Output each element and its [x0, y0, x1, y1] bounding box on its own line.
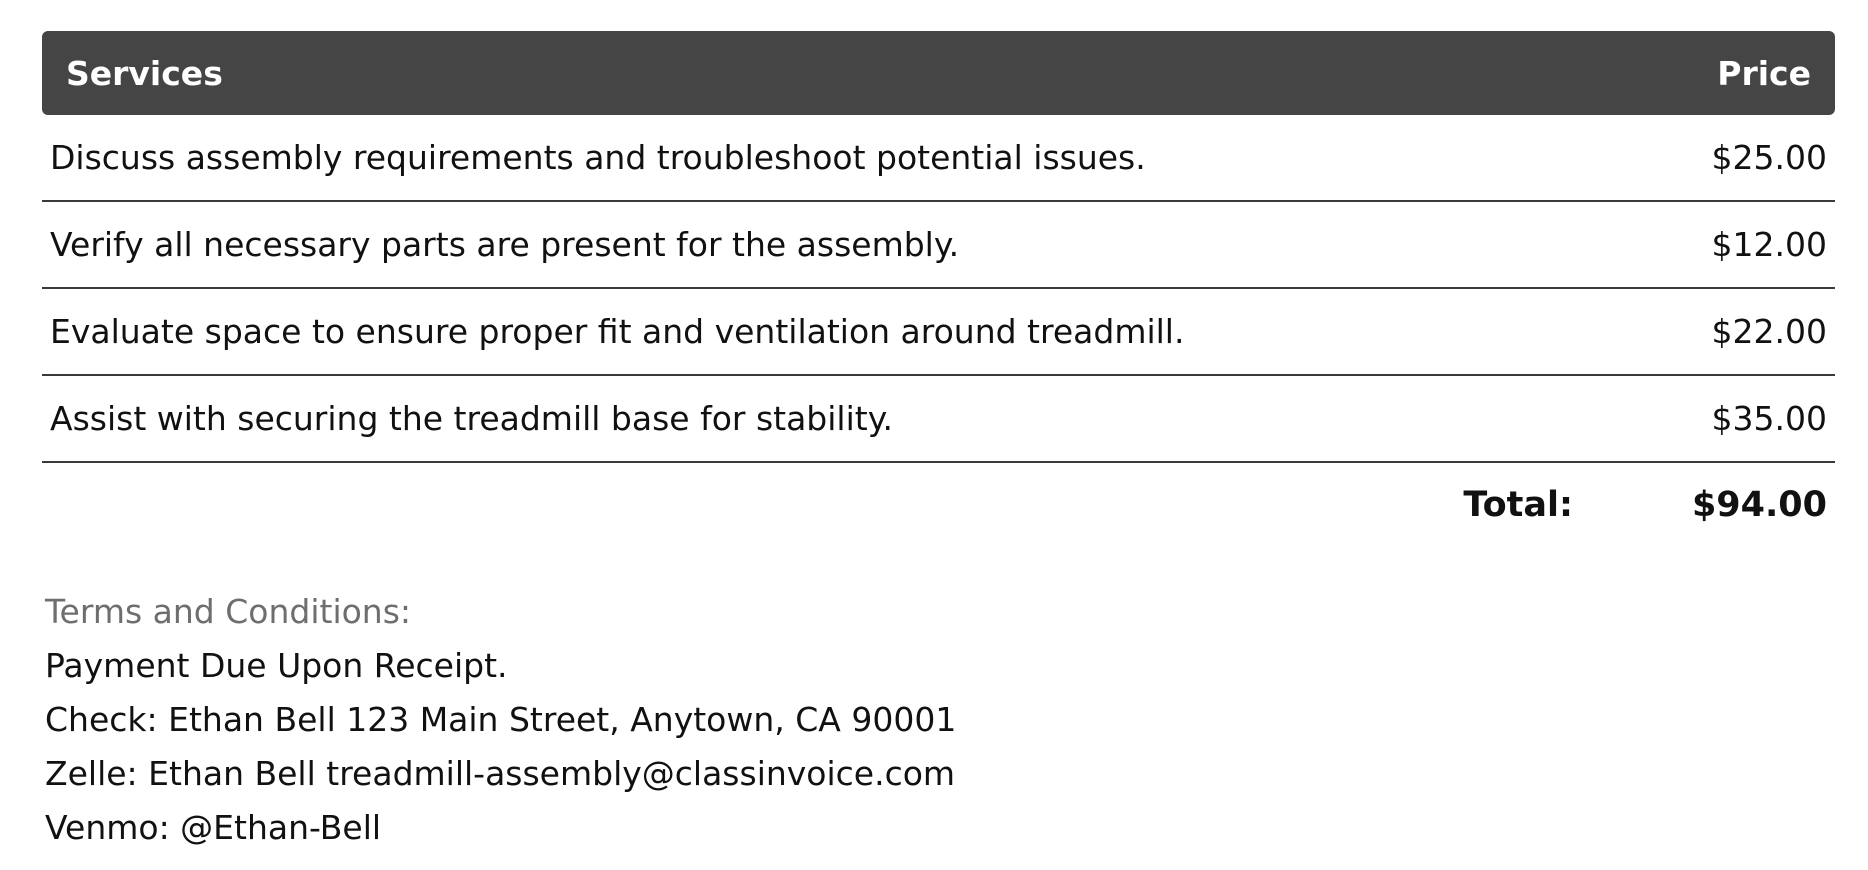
table-row [42, 376, 1835, 463]
terms-title: Terms and Conditions: [45, 592, 412, 631]
service-price: $22.00 [1711, 312, 1827, 351]
service-description: Evaluate space to ensure proper fit and ventilation around treadmill. [50, 312, 1185, 351]
total-label: Total: [1463, 485, 1573, 525]
table-header [42, 31, 1835, 115]
venmo-payment-line: Venmo: @Ethan-Bell [45, 808, 382, 847]
check-payment-line: Check: Ethan Bell 123 Main Street, Anytown, CA 90001 [45, 700, 957, 739]
service-description: Assist with securing the treadmill base for stability. [50, 399, 894, 438]
services-column-header: Services [66, 53, 223, 93]
service-price: $35.00 [1711, 399, 1827, 438]
terms-section [45, 585, 956, 855]
zelle-payment-line: Zelle: Ethan Bell treadmill-assembly@classinvoice.com [45, 754, 956, 793]
service-price: $25.00 [1711, 138, 1827, 177]
table-row [42, 202, 1835, 289]
total-value: $94.00 [1691, 485, 1827, 525]
services-table [42, 31, 1835, 547]
total-row [42, 463, 1835, 547]
payment-due-line: Payment Due Upon Receipt. [45, 646, 508, 685]
table-row [42, 115, 1835, 202]
price-column-header: Price [1717, 53, 1811, 93]
service-description: Verify all necessary parts are present for the assembly. [50, 225, 960, 264]
service-description: Discuss assembly requirements and troubleshoot potential issues. [50, 138, 1146, 177]
table-row [42, 289, 1835, 376]
service-price: $12.00 [1711, 225, 1827, 264]
